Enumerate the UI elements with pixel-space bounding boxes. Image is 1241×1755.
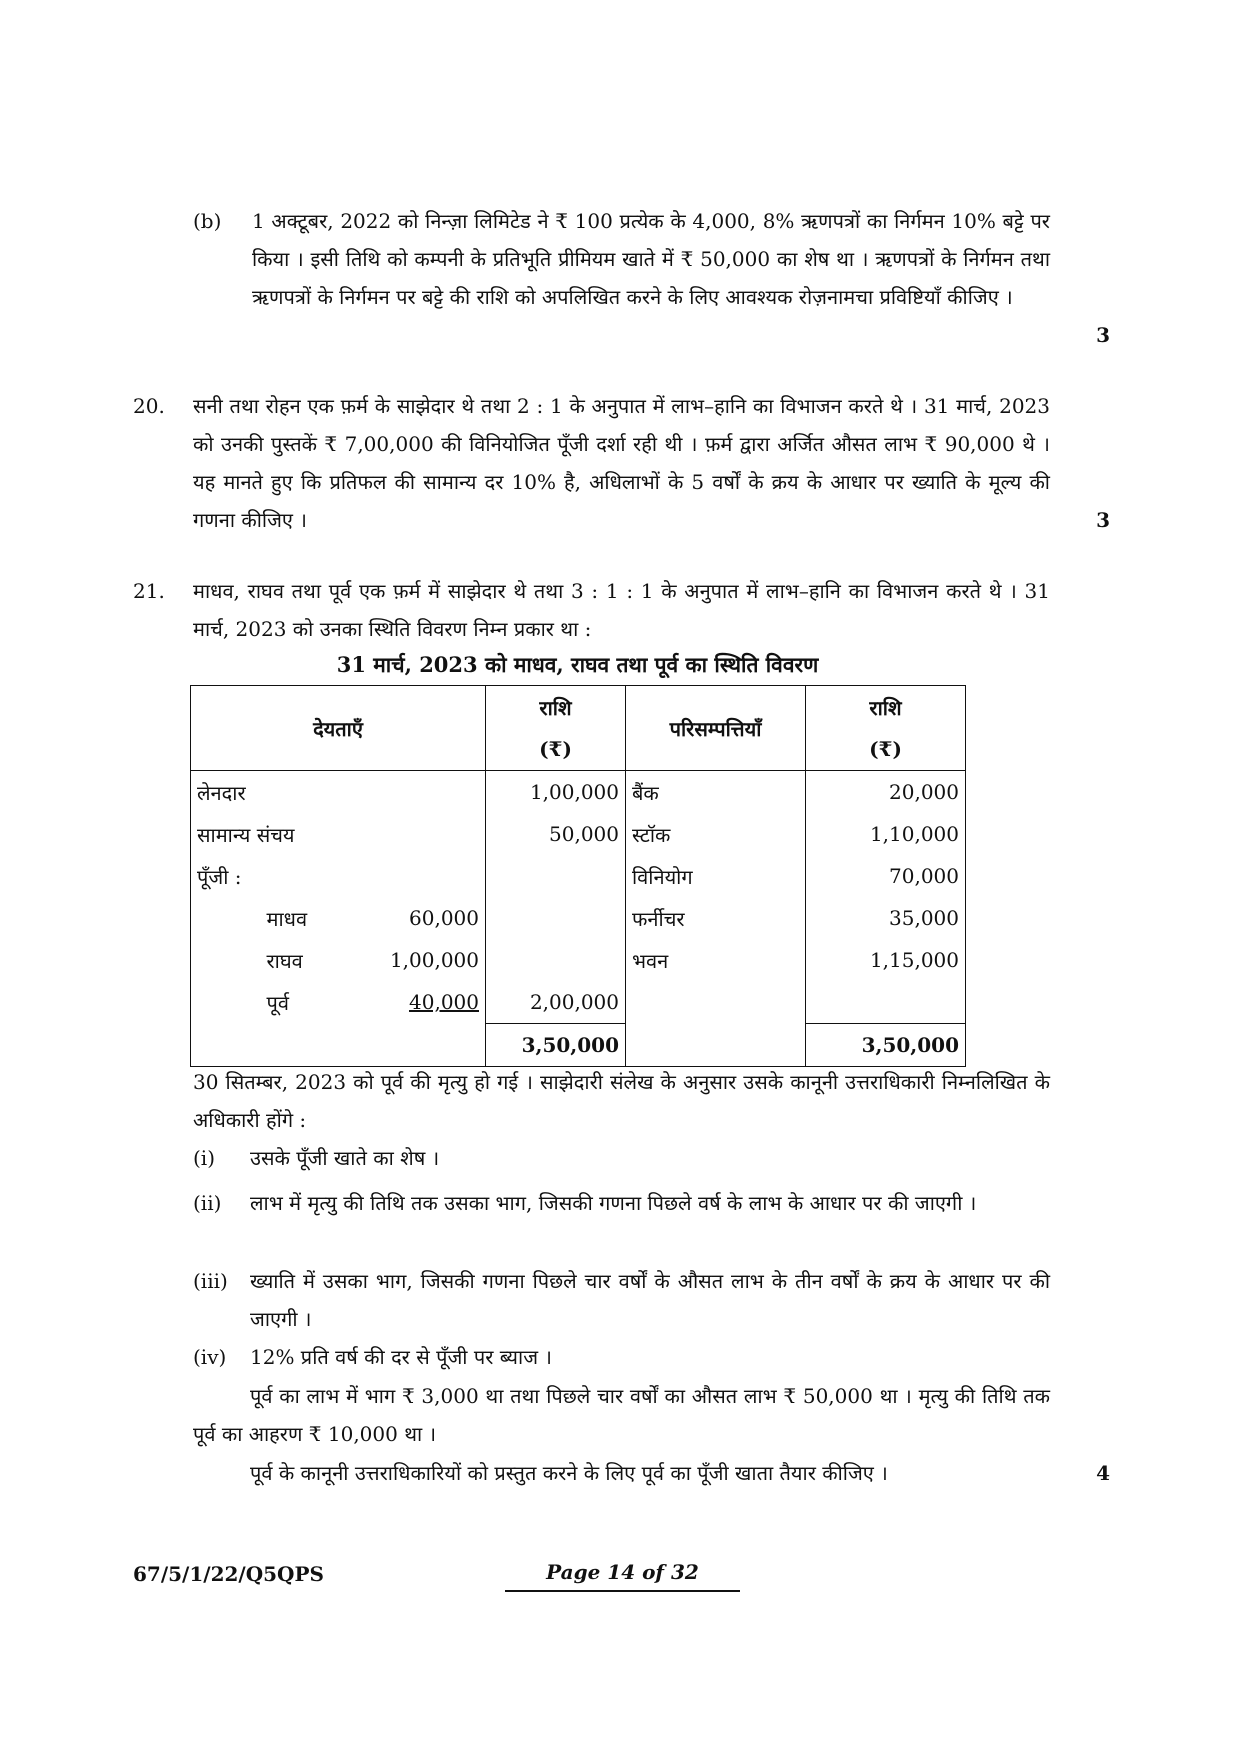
asset-amount: 1,15,000 [806,939,966,981]
list-label: (ii) [193,1191,222,1215]
balance-sheet-table [190,685,966,1067]
marks: 4 [1096,1461,1110,1485]
asset-building: भवन [626,939,806,981]
asset-amount: 35,000 [806,897,966,939]
list-label: (i) [193,1146,216,1170]
list-label: (iv) [193,1345,227,1369]
asset-bank: बैंक [626,771,806,814]
asset-investments: विनियोग [626,855,806,897]
paragraph: पूर्व का लाभ में भाग ₹ 3,000 था तथा पिछले चार वर्षों का औसत लाभ ₹ 50,000 था । मृत्यु की तिथि तक पूर्व का आहरण ₹ 10,000 था । [193,1384,1050,1446]
partner-raghav: राघव [266,948,303,973]
question-paper-code: 67/5/1/22/Q5QPS [133,1562,324,1586]
liability-general-reserve: सामान्य संचय [191,813,486,855]
liability-capital: पूँजी : [191,855,486,897]
liability-amount: 1,00,000 [486,771,626,814]
liabilities-header: देयताएँ [191,686,486,771]
total-liabilities: 3,50,000 [486,1024,626,1067]
question-label: (b) [193,209,222,233]
currency-label: (₹) [486,728,626,771]
question-21-intro: माधव, राघव तथा पूर्व एक फ़र्म में साझेदार थे तथा 3 : 1 : 1 के अनुपात में लाभ–हानि का विभाजन करते थे । 31 मार्च, 2023 को उनका स्थिति विवरण निम्न प्रकार था : [193,579,1050,641]
table-caption: 31 मार्च, 2023 को माधव, राघव तथा पूर्व का स्थिति विवरण [336,652,819,677]
asset-amount: 1,10,000 [806,813,966,855]
asset-amount: 70,000 [806,855,966,897]
question-number: 20. [133,394,165,418]
list-item: 12% प्रति वर्ष की दर से पूँजी पर ब्याज । [250,1345,552,1369]
marks: 3 [1096,508,1110,532]
asset-furniture: फर्नीचर [626,897,806,939]
total-assets: 3,50,000 [806,1024,966,1067]
list-item: ख्याति में उसका भाग, जिसकी गणना पिछले चार वर्षों के औसत लाभ के तीन वर्षों के क्रय के आधार पर की जाएगी । [250,1269,1050,1331]
liability-amount: 50,000 [486,813,626,855]
partner-purva: पूर्व [266,990,289,1015]
list-label: (iii) [193,1269,228,1293]
paragraph: पूर्व के कानूनी उत्तराधिकारियों को प्रस्तुत करने के लिए पूर्व का पूँजी खाता तैयार कीजिए । [250,1461,888,1485]
partner-capital: 60,000 [361,897,486,939]
assets-header: परिसम्पत्तियाँ [626,686,806,771]
question-19b-text: 1 अक्टूबर, 2022 को निन्ज़ा लिमिटेड ने ₹ 100 प्रत्येक के 4,000, 8% ऋणपत्रों का निर्गमन 10% बट्टे पर किया । इसी तिथि को कम्पनी के प्रतिभूति प्रीमियम खाते में ₹ 50,000 का शेष था । ऋणपत्रों के निर्गमन तथा ऋणपत्रों के निर्गमन पर बट्टे की राशि को अपलिखित करने के लिए आवश्यक रोज़नामचा प्रविष्टियाँ कीजिए । [252,209,1050,309]
death-text: 30 सितम्बर, 2023 को पूर्व की मृत्यु हो गई । साझेदारी संलेख के अनुसार उसके कानूनी उत्तराधिकारी निम्नलिखित के अधिकारी होंगे : [193,1070,1050,1132]
list-item: लाभ में मृत्यु की तिथि तक उसका भाग, जिसकी गणना पिछले वर्ष के लाभ के आधार पर की जाएगी । [250,1191,977,1215]
capital-total: 2,00,000 [486,981,626,1024]
amount-header: राशि [806,686,966,729]
amount-header: राशि [486,686,626,729]
partner-madhav: माधव [266,906,308,931]
asset-amount: 20,000 [806,771,966,814]
question-20-text: सनी तथा रोहन एक फ़र्म के साझेदार थे तथा 2 : 1 के अनुपात में लाभ–हानि का विभाजन करते थे । 31 मार्च, 2023 को उनकी पुस्तकें ₹ 7,00,000 की विनियोजित पूँजी दर्शा रही थी । फ़र्म द्वारा अर्जित औसत लाभ ₹ 90,000 थे । यह मानते हुए कि प्रतिफल की सामान्य दर 10% है, अधिलाभों के 5 वर्षों के क्रय के आधार पर ख्याति के मूल्य की गणना कीजिए । [193,394,1050,532]
liability-creditors: लेनदार [191,771,486,814]
question-number: 21. [133,579,165,603]
currency-label: (₹) [806,728,966,771]
page-number: Page 14 of 32 [505,1560,740,1592]
list-item: उसके पूँजी खाते का शेष । [250,1146,440,1170]
marks: 3 [1096,323,1110,347]
partner-capital: 40,000 [409,990,479,1015]
partner-capital: 1,00,000 [361,939,486,981]
asset-stock: स्टॉक [626,813,806,855]
